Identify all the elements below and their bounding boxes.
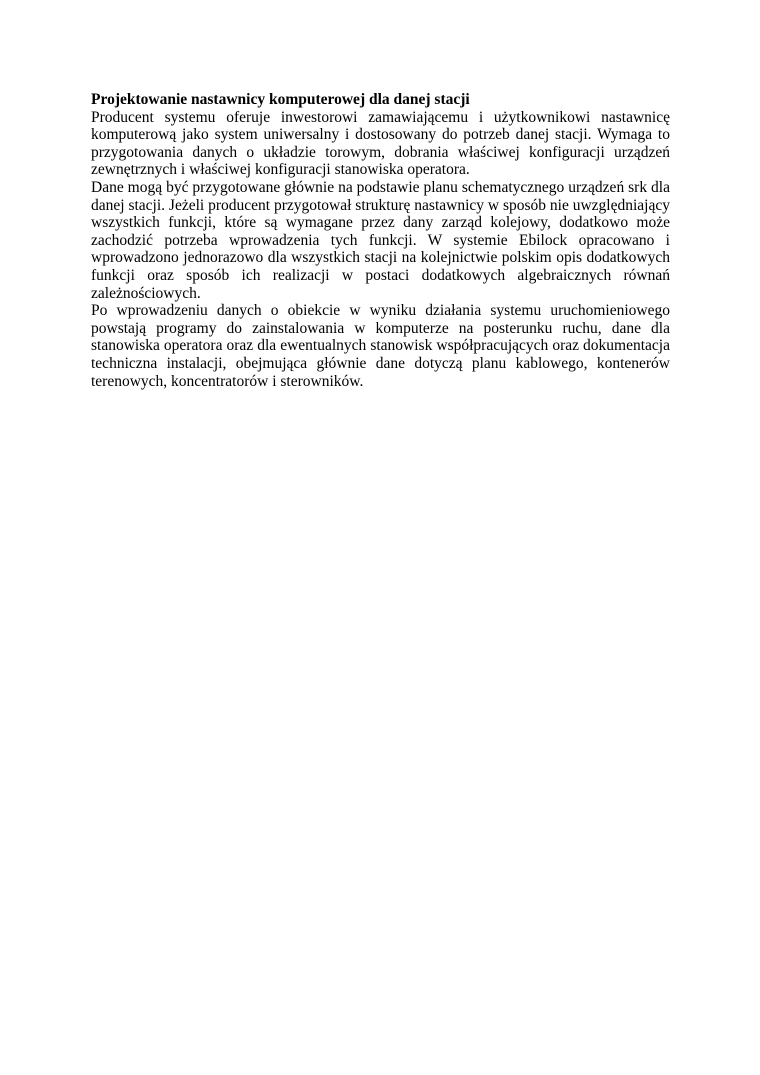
paragraph-3: Po wprowadzeniu danych o obiekcie w wyniku działania systemu uruchomieniowego powstają programy do zainstalowania w komputerze na posterunku ruchu, dane dla stanowiska operatora oraz dla ewentualnych stanowisk współpracujących oraz dokumentacja techniczna instalacji, obejmująca głównie dane dotyczą planu kablowego, kontenerów terenowych, koncentratorów i sterowników. [91, 302, 670, 390]
document-body [91, 91, 670, 390]
document-title: Projektowanie nastawnicy komputerowej dla danej stacji [91, 91, 470, 108]
paragraph-1: Producent systemu oferuje inwestorowi zamawiającemu i użytkownikowi nastawnicę komputerową jako system uniwersalny i dostosowany do potrzeb danej stacji. Wymaga to przygotowania danych o układzie torowym, dobrania właściwej konfiguracji urządzeń zewnętrznych i właściwej konfiguracji stanowiska operatora. [91, 108, 670, 179]
paragraph-2: Dane mogą być przygotowane głównie na podstawie planu schematycznego urządzeń srk dla danej stacji. Jeżeli producent przygotował strukturę nastawnicy w sposób nie uwzględniający wszystkich funkcji, które są wymagane przez dany zarząd kolejowy, dodatkowo może zachodzić potrzeba wprowadzenia tych funkcji. W systemie Ebilock opracowano i wprowadzono jednorazowo dla wszystkich stacji na kolejnictwie polskim opis dodatkowych funkcji oraz sposób ich realizacji w postaci dodatkowych algebraicznych równań zależnościowych. [91, 178, 670, 302]
